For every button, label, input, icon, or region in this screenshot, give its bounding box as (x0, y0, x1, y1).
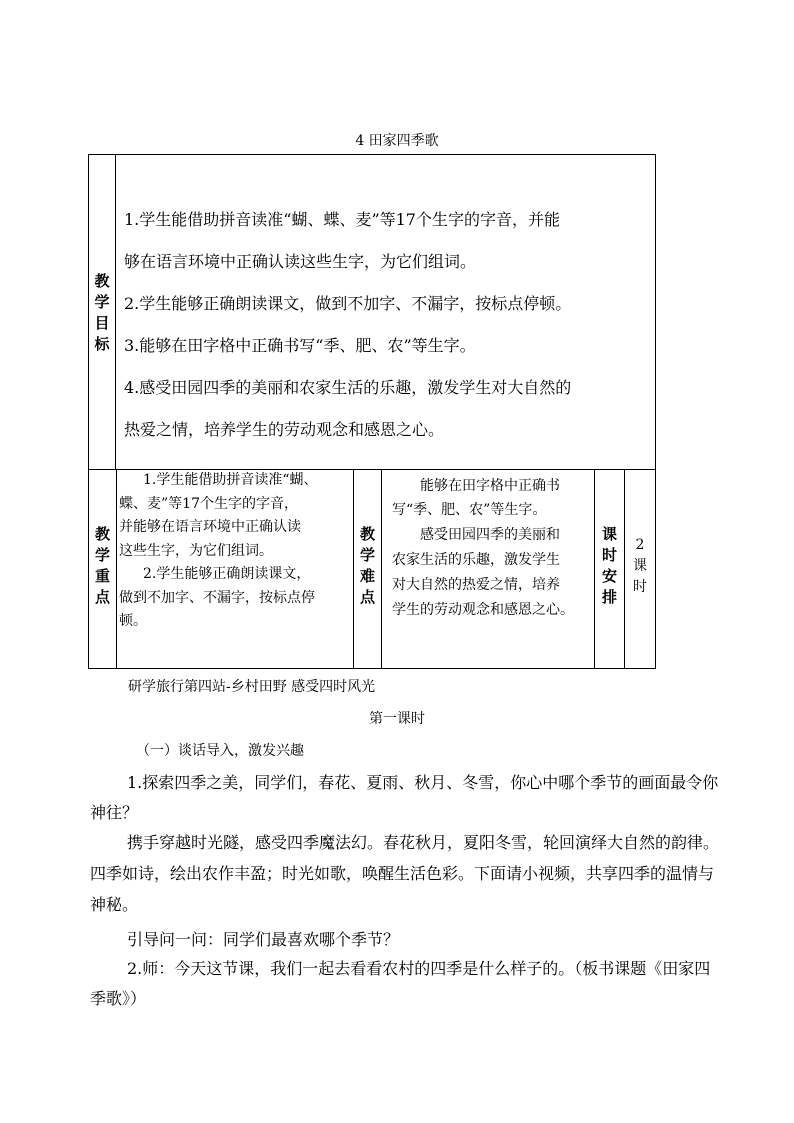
difficult-label-char: 点 (359, 588, 375, 606)
lesson-heading: 第一课时 (369, 711, 425, 727)
goals-label-char: 教 (94, 272, 110, 290)
goals-label-char: 目 (94, 314, 110, 332)
key-points-label (89, 469, 117, 668)
difficult-label-char: 难 (359, 567, 375, 585)
schedule-label-char: 时 (601, 546, 617, 564)
key-line: 做到不加字、不漏字，按标点停 (119, 589, 315, 606)
difficult-points-content (382, 469, 595, 668)
difficult-line: 能够在田字格中正确书 (420, 478, 560, 494)
key-line: 顿。 (119, 613, 147, 629)
difficult-label-char: 学 (359, 546, 375, 564)
difficult-line: 农家生活的乐趣，激发学生 (392, 552, 560, 568)
schedule-value-char: 时 (633, 579, 647, 595)
key-label-char: 教 (94, 525, 110, 543)
goals-label (89, 155, 116, 469)
key-label-char: 学 (94, 546, 110, 564)
body-line: 季歌》） (90, 989, 147, 1008)
goals-content (116, 155, 655, 469)
goal-line: 3.能够在田字格中正确书写“季、肥、农”等生字。 (124, 336, 476, 355)
body-line: 2.师：今天这节课，我们一起去看看农村的四季是什么样子的。（板书课题《田家四 (127, 959, 711, 978)
schedule-value (625, 469, 655, 668)
goal-line: 2.学生能够正确朗读课文，做到不加字、不漏字，按标点停顿。 (124, 294, 572, 313)
difficult-label-char: 教 (359, 525, 375, 543)
goal-line: 4.感受田园四季的美丽和农家生活的乐趣，激发学生对大自然的 (124, 378, 572, 397)
goals-table (88, 154, 656, 470)
difficult-line: 写“季、肥、农”等生字。 (392, 502, 547, 518)
body-line: 神秘。 (90, 895, 139, 914)
key-label-char: 点 (94, 588, 110, 606)
focus-table (88, 469, 656, 669)
body-line: 神往？ (90, 803, 139, 822)
goals-label-char: 标 (94, 335, 110, 353)
key-line: 2.学生能够正确朗读课文， (143, 566, 311, 582)
schedule-label-char: 排 (601, 588, 617, 606)
difficult-line: 感受田园四季的美丽和 (420, 527, 560, 543)
body-line: 携手穿越时光隧，感受四季魔法幻。春花秋月，夏阳冬雪，轮回演绎大自然的韵律。 (127, 833, 720, 852)
section-heading: （一）谈话导入，激发兴趣 (136, 743, 304, 759)
schedule-label-char: 课 (601, 525, 617, 543)
key-label-char: 重 (94, 567, 110, 585)
body-line: 1.探索四季之美，同学们，春花、夏雨、秋月、冬雪，你心中哪个季节的画面最令你 (127, 773, 719, 792)
goal-line: 热爱之情，培养学生的劳动观念和感恩之心。 (124, 420, 445, 439)
schedule-label (595, 469, 625, 668)
schedule-label-char: 安 (601, 567, 617, 585)
lesson-subtitle: 研学旅行第四站-乡村田野 感受四时风光 (128, 679, 376, 695)
key-line: 并能够在语言环境中正确认读 (119, 519, 301, 535)
page-title: 4 田家四季歌 (355, 133, 439, 149)
key-line: 这些生字，为它们组词。 (119, 542, 273, 559)
key-line: 1.学生能借助拼音读准“蝴、 (143, 472, 318, 488)
key-points-content (117, 469, 354, 668)
body-line: 四季如诗，绘出农作丰盈；时光如歌，唤醒生活色彩。下面请小视频，共享四季的温情与 (90, 864, 715, 883)
key-line: 蝶、麦”等17个生字的字音， (119, 495, 298, 512)
goals-label-char: 学 (94, 293, 110, 311)
schedule-value-char: 课 (633, 558, 647, 574)
difficult-line: 学生的劳动观念和感恩之心。 (392, 602, 574, 618)
difficult-points-label (354, 469, 382, 668)
goal-line: 1.学生能借助拼音读准“蝴、蝶、麦”等17个生字的字音，并能 (124, 210, 560, 229)
goal-line: 够在语言环境中正确认读这些生字，为它们组词。 (124, 252, 477, 271)
difficult-line: 对大自然的热爱之情，培养 (392, 577, 560, 593)
body-line: 引导问一问：同学们最喜欢哪个季节？ (127, 930, 400, 949)
schedule-value-char: 2 (635, 537, 645, 553)
